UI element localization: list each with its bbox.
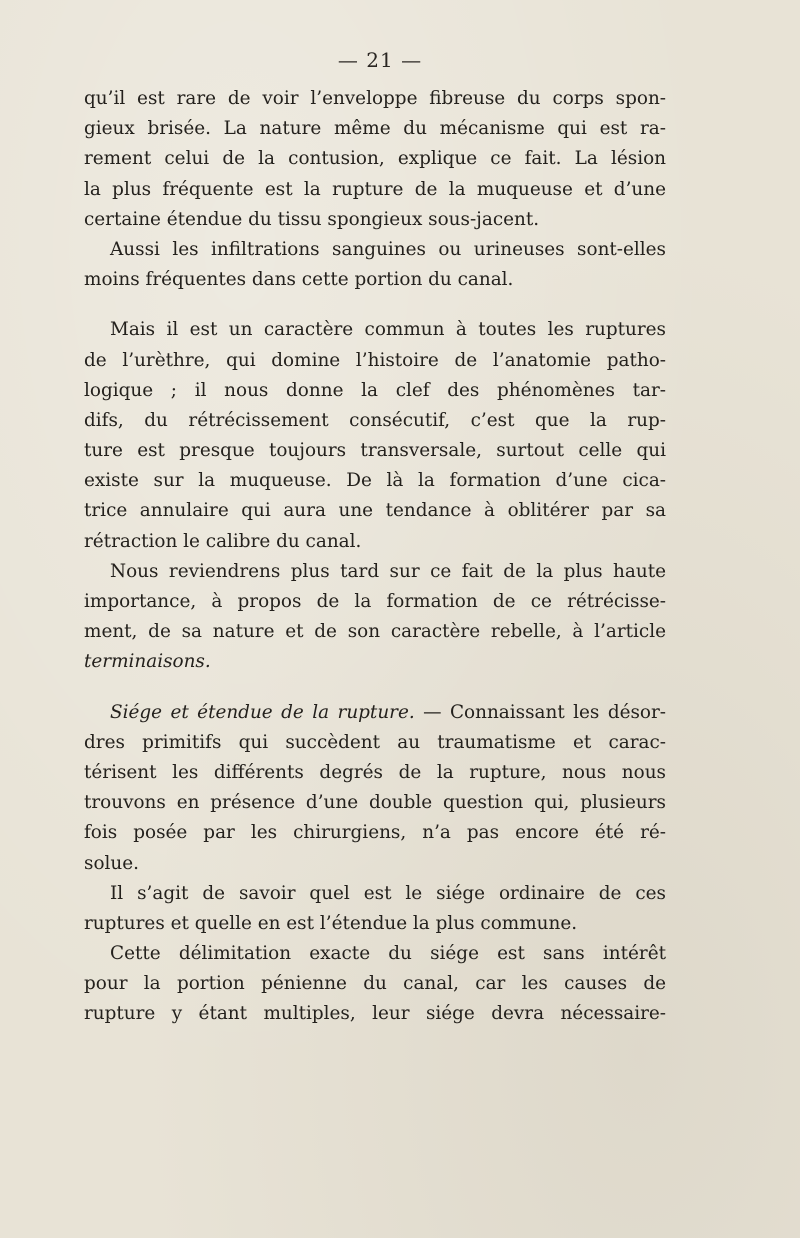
body-text bbox=[84, 84, 666, 1030]
text-line: logique ; il nous donne la clef des phénomènes tar- bbox=[84, 379, 666, 401]
paragraph-2 bbox=[84, 235, 666, 295]
text-line: rétraction le calibre du canal. bbox=[84, 530, 362, 552]
text-line: certaine étendue du tissu spongieux sous-jacent. bbox=[84, 208, 540, 230]
paragraph-5 bbox=[84, 698, 666, 879]
text-line: térisent les différents degrés de la rupture, nous nous bbox=[84, 761, 666, 783]
text-line: solue. bbox=[84, 852, 139, 874]
text-line: la plus fréquente est la rupture de la muqueuse et d’une bbox=[84, 178, 666, 200]
text-line: trouvons en présence d’une double question qui, plusieurs bbox=[84, 792, 666, 814]
text-line: Cette délimitation exacte du siége est sans intérêt bbox=[110, 943, 666, 965]
text-line: dres primitifs qui succèdent au traumatisme et carac- bbox=[84, 731, 666, 753]
text-line: Nous reviendrens plus tard sur ce fait de la plus haute bbox=[110, 560, 666, 582]
text-line: ruptures et quelle en est l’étendue la plus commune. bbox=[84, 912, 578, 934]
paragraph-3 bbox=[84, 315, 666, 557]
text-line: ment, de sa nature et de son caractère rebelle, à l’article bbox=[84, 621, 666, 643]
text-line: qu’il est rare de voir l’enveloppe fibreuse du corps spon- bbox=[84, 88, 666, 109]
text-line: difs, du rétrécissement consécutif, c’est que la rup- bbox=[84, 409, 666, 431]
heading-continuation: — Connaissant les désor- bbox=[414, 701, 666, 723]
paragraph-1 bbox=[84, 84, 666, 235]
text-line: Il s’agit de savoir quel est le siége ordinaire de ces bbox=[110, 882, 666, 904]
text-line: rupture y étant multiples, leur siége devra nécessaire- bbox=[84, 1003, 666, 1025]
section-heading: Siége et étendue de la rupture. bbox=[110, 701, 415, 723]
paragraph-6 bbox=[84, 879, 666, 939]
text-line: gieux brisée. La nature même du mécanisme qui est ra- bbox=[84, 118, 666, 140]
page-number: — 21 — bbox=[337, 48, 423, 72]
text-line: existe sur la muqueuse. De là la formation d’une cica- bbox=[84, 470, 666, 492]
text-line: de l’urèthre, qui domine l’histoire de l’anatomie patho- bbox=[84, 349, 666, 371]
text-line: fois posée par les chirurgiens, n’a pas encore été ré- bbox=[84, 822, 666, 844]
text-line: rement celui de la contusion, explique ce fait. La lésion bbox=[84, 148, 666, 170]
paragraph-7 bbox=[84, 939, 666, 1030]
text-line: Mais il est un caractère commun à toutes les ruptures bbox=[110, 319, 666, 341]
paragraph-4 bbox=[84, 557, 666, 678]
text-line: importance, à propos de la formation de ce rétrécisse- bbox=[84, 591, 666, 612]
text-line: ture est presque toujours transversale, surtout celle qui bbox=[84, 440, 666, 462]
italic-term: terminaisons. bbox=[84, 651, 211, 673]
text-line: pour la portion pénienne du canal, car les causes de bbox=[84, 973, 666, 995]
text-line: trice annulaire qui aura une tendance à oblitérer par sa bbox=[84, 500, 666, 522]
text-line: Aussi les infiltrations sanguines ou urineuses sont-elles bbox=[110, 238, 666, 260]
text-line: moins fréquentes dans cette portion du canal. bbox=[84, 269, 514, 291]
section-heading-line bbox=[84, 698, 666, 728]
